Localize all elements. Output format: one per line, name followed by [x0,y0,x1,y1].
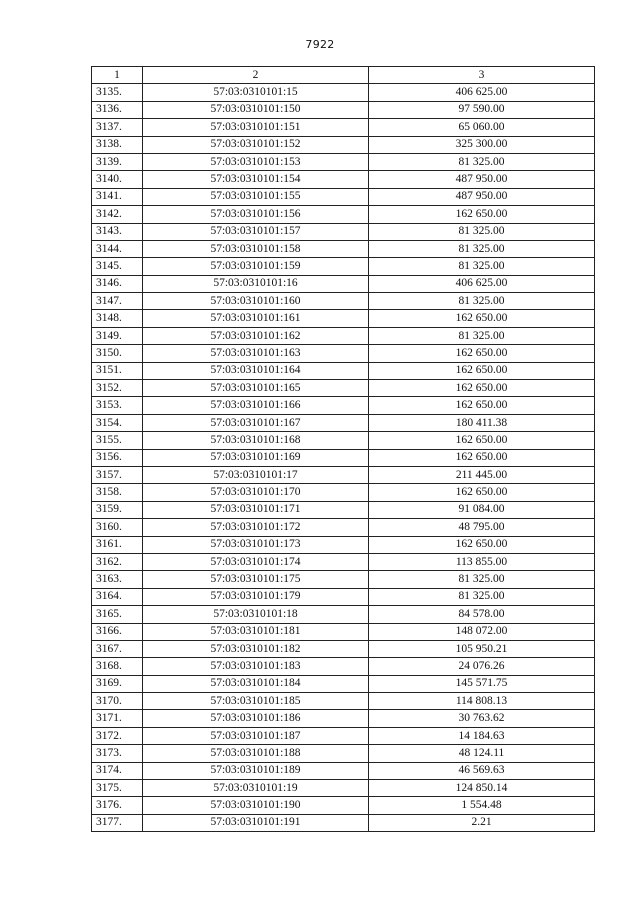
value-cell: 48 795.00 [369,519,595,536]
cadastral-number-cell: 57:03:0310101:172 [143,519,369,536]
cadastral-number-cell: 57:03:0310101:183 [143,658,369,675]
table-row [92,380,595,397]
table-row [92,362,595,379]
table-row [92,640,595,657]
value-cell: 162 650.00 [369,484,595,501]
cadastral-number-cell: 57:03:0310101:191 [143,814,369,831]
table-row [92,484,595,501]
cadastral-number-cell: 57:03:0310101:162 [143,327,369,344]
cadastral-number-cell: 57:03:0310101:171 [143,501,369,518]
cadastral-number-cell: 57:03:0310101:157 [143,223,369,240]
value-cell: 145 571.75 [369,675,595,692]
cadastral-number-cell: 57:03:0310101:17 [143,466,369,483]
row-number-cell: 3176. [92,797,143,814]
cadastral-number-cell: 57:03:0310101:19 [143,780,369,797]
table-row [92,501,595,518]
value-cell: 81 325.00 [369,588,595,605]
table-row [92,727,595,744]
value-cell: 97 590.00 [369,101,595,118]
value-cell: 81 325.00 [369,240,595,257]
row-number-cell: 3170. [92,693,143,710]
value-cell: 406 625.00 [369,84,595,101]
table-row [92,310,595,327]
value-cell: 162 650.00 [369,380,595,397]
row-number-cell: 3174. [92,762,143,779]
value-cell: 162 650.00 [369,206,595,223]
row-number-cell: 3175. [92,780,143,797]
row-number-cell: 3136. [92,101,143,118]
value-cell: 91 084.00 [369,501,595,518]
value-cell: 24 076.26 [369,658,595,675]
table-row [92,432,595,449]
value-cell: 84 578.00 [369,606,595,623]
row-number-cell: 3151. [92,362,143,379]
table-row [92,223,595,240]
table-row [92,171,595,188]
cadastral-number-cell: 57:03:0310101:152 [143,136,369,153]
cadastral-number-cell: 57:03:0310101:182 [143,640,369,657]
table-row [92,188,595,205]
cadastral-number-cell: 57:03:0310101:158 [143,240,369,257]
table-row [92,327,595,344]
table-row [92,345,595,362]
row-number-cell: 3160. [92,519,143,536]
cadastral-number-cell: 57:03:0310101:166 [143,397,369,414]
value-cell: 1 554.48 [369,797,595,814]
value-cell: 81 325.00 [369,258,595,275]
row-number-cell: 3147. [92,293,143,310]
row-number-cell: 3155. [92,432,143,449]
value-cell: 162 650.00 [369,310,595,327]
table-row [92,466,595,483]
row-number-cell: 3141. [92,188,143,205]
cadastral-number-cell: 57:03:0310101:155 [143,188,369,205]
table-row [92,762,595,779]
row-number-cell: 3161. [92,536,143,553]
table-row [92,710,595,727]
cadastral-number-cell: 57:03:0310101:188 [143,745,369,762]
row-number-cell: 3172. [92,727,143,744]
table-row [92,240,595,257]
value-cell: 148 072.00 [369,623,595,640]
column-header-2: 2 [143,67,369,84]
value-cell: 211 445.00 [369,466,595,483]
row-number-cell: 3163. [92,571,143,588]
cadastral-number-cell: 57:03:0310101:185 [143,693,369,710]
cadastral-number-cell: 57:03:0310101:153 [143,153,369,170]
cadastral-number-cell: 57:03:0310101:159 [143,258,369,275]
value-cell: 162 650.00 [369,345,595,362]
cadastral-number-cell: 57:03:0310101:168 [143,432,369,449]
table-row [92,519,595,536]
cadastral-number-cell: 57:03:0310101:151 [143,119,369,136]
table-row [92,571,595,588]
table-row [92,693,595,710]
value-cell: 46 569.63 [369,762,595,779]
row-number-cell: 3177. [92,814,143,831]
row-number-cell: 3138. [92,136,143,153]
table-row [92,136,595,153]
cadastral-value-table [91,66,595,832]
cadastral-number-cell: 57:03:0310101:181 [143,623,369,640]
cadastral-number-cell: 57:03:0310101:179 [143,588,369,605]
value-cell: 124 850.14 [369,780,595,797]
cadastral-number-cell: 57:03:0310101:174 [143,553,369,570]
row-number-cell: 3154. [92,414,143,431]
row-number-cell: 3152. [92,380,143,397]
row-number-cell: 3169. [92,675,143,692]
table-row [92,449,595,466]
cadastral-number-cell: 57:03:0310101:187 [143,727,369,744]
value-cell: 81 325.00 [369,153,595,170]
cadastral-number-cell: 57:03:0310101:15 [143,84,369,101]
cadastral-number-cell: 57:03:0310101:165 [143,380,369,397]
cadastral-number-cell: 57:03:0310101:186 [143,710,369,727]
table-row [92,606,595,623]
table-row [92,119,595,136]
page-number: 7922 [305,38,335,51]
cadastral-number-cell: 57:03:0310101:156 [143,206,369,223]
row-number-cell: 3162. [92,553,143,570]
value-cell: 81 325.00 [369,571,595,588]
cadastral-number-cell: 57:03:0310101:190 [143,797,369,814]
row-number-cell: 3144. [92,240,143,257]
value-cell: 2.21 [369,814,595,831]
cadastral-number-cell: 57:03:0310101:173 [143,536,369,553]
row-number-cell: 3135. [92,84,143,101]
row-number-cell: 3164. [92,588,143,605]
table-row [92,623,595,640]
row-number-cell: 3158. [92,484,143,501]
table-row [92,745,595,762]
value-cell: 162 650.00 [369,362,595,379]
row-number-cell: 3173. [92,745,143,762]
cadastral-number-cell: 57:03:0310101:161 [143,310,369,327]
row-number-cell: 3166. [92,623,143,640]
cadastral-number-cell: 57:03:0310101:184 [143,675,369,692]
table-row [92,84,595,101]
table-row [92,553,595,570]
value-cell: 113 855.00 [369,553,595,570]
row-number-cell: 3156. [92,449,143,466]
table-row [92,780,595,797]
value-cell: 81 325.00 [369,293,595,310]
value-cell: 14 184.63 [369,727,595,744]
cadastral-number-cell: 57:03:0310101:170 [143,484,369,501]
table-row [92,414,595,431]
row-number-cell: 3153. [92,397,143,414]
row-number-cell: 3168. [92,658,143,675]
cadastral-number-cell: 57:03:0310101:16 [143,275,369,292]
row-number-cell: 3159. [92,501,143,518]
row-number-cell: 3150. [92,345,143,362]
value-cell: 81 325.00 [369,327,595,344]
table-row [92,397,595,414]
value-cell: 180 411.38 [369,414,595,431]
row-number-cell: 3157. [92,466,143,483]
table-row [92,675,595,692]
cadastral-number-cell: 57:03:0310101:189 [143,762,369,779]
value-cell: 30 763.62 [369,710,595,727]
cadastral-number-cell: 57:03:0310101:18 [143,606,369,623]
value-cell: 81 325.00 [369,223,595,240]
row-number-cell: 3140. [92,171,143,188]
row-number-cell: 3146. [92,275,143,292]
row-number-cell: 3139. [92,153,143,170]
value-cell: 487 950.00 [369,188,595,205]
row-number-cell: 3149. [92,327,143,344]
cadastral-number-cell: 57:03:0310101:150 [143,101,369,118]
table-row [92,814,595,831]
value-cell: 162 650.00 [369,432,595,449]
table-row [92,658,595,675]
table-row [92,536,595,553]
row-number-cell: 3148. [92,310,143,327]
table-row [92,293,595,310]
table-row [92,588,595,605]
row-number-cell: 3167. [92,640,143,657]
value-cell: 406 625.00 [369,275,595,292]
value-cell: 105 950.21 [369,640,595,657]
value-cell: 48 124.11 [369,745,595,762]
table-row [92,101,595,118]
cadastral-number-cell: 57:03:0310101:175 [143,571,369,588]
row-number-cell: 3145. [92,258,143,275]
table-row [92,153,595,170]
table-body [92,84,595,832]
cadastral-number-cell: 57:03:0310101:154 [143,171,369,188]
cadastral-number-cell: 57:03:0310101:160 [143,293,369,310]
row-number-cell: 3165. [92,606,143,623]
cadastral-number-cell: 57:03:0310101:169 [143,449,369,466]
table-row [92,797,595,814]
row-number-cell: 3142. [92,206,143,223]
value-cell: 162 650.00 [369,397,595,414]
table-row [92,258,595,275]
cadastral-number-cell: 57:03:0310101:167 [143,414,369,431]
value-cell: 114 808.13 [369,693,595,710]
column-header-1: 1 [92,67,143,84]
table-header-row [92,67,595,84]
cadastral-number-cell: 57:03:0310101:163 [143,345,369,362]
cadastral-number-cell: 57:03:0310101:164 [143,362,369,379]
row-number-cell: 3137. [92,119,143,136]
value-cell: 162 650.00 [369,536,595,553]
table-row [92,206,595,223]
table-row [92,275,595,292]
value-cell: 325 300.00 [369,136,595,153]
value-cell: 487 950.00 [369,171,595,188]
value-cell: 65 060.00 [369,119,595,136]
value-cell: 162 650.00 [369,449,595,466]
row-number-cell: 3143. [92,223,143,240]
column-header-3: 3 [369,67,595,84]
row-number-cell: 3171. [92,710,143,727]
